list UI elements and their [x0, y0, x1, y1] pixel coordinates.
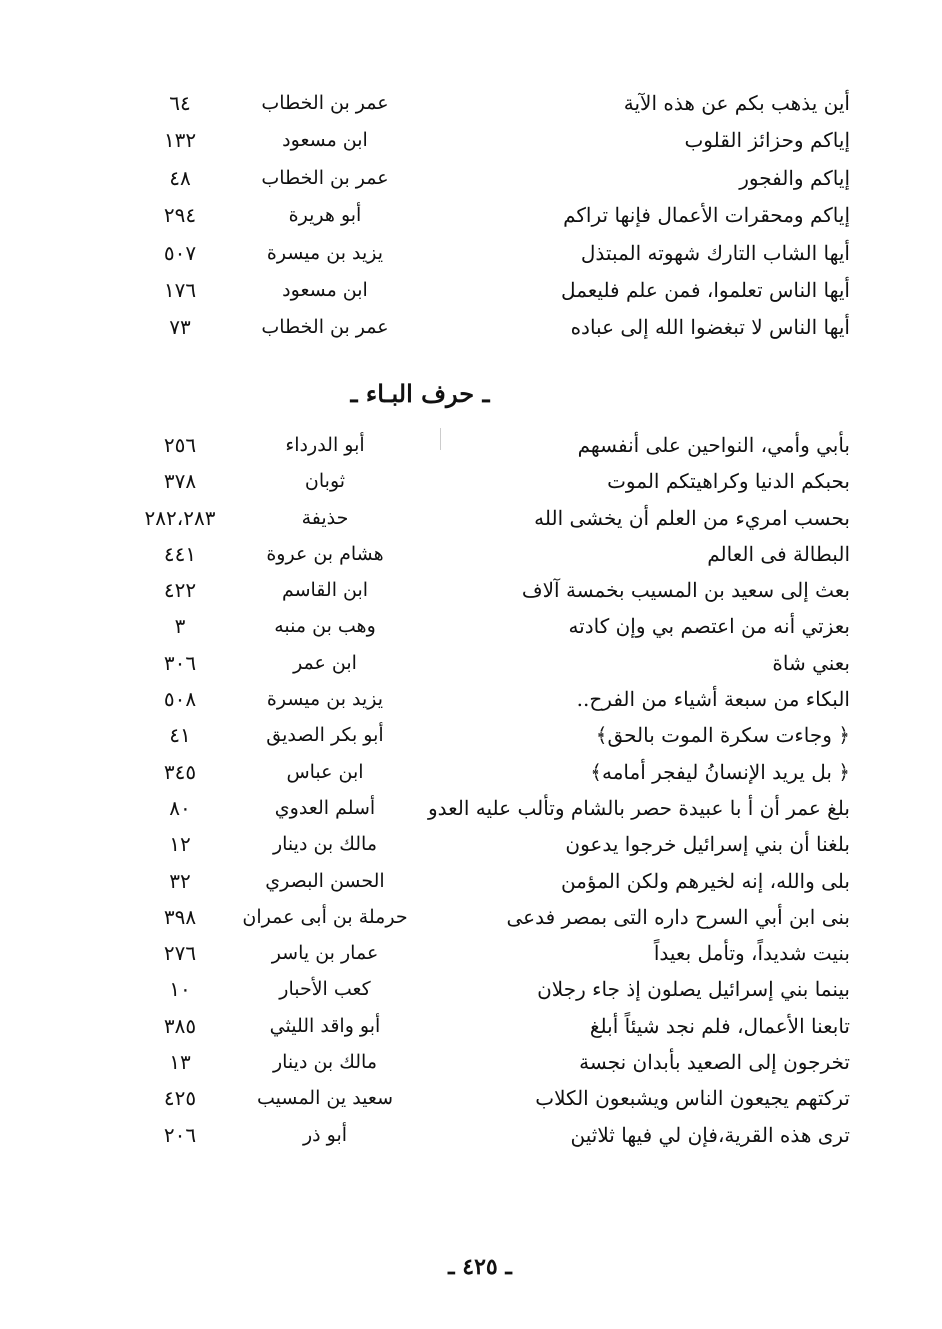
- index-narrator: حذيفة: [301, 506, 349, 529]
- index-row: [130, 503, 850, 539]
- index-page-ref: ٢٥٦: [163, 433, 197, 457]
- index-phrase: بحسب امريء من العلم أن يخشى الله: [534, 505, 850, 530]
- index-narrator: أبو هريرة: [288, 204, 362, 227]
- index-page-ref: ٦٤: [169, 91, 191, 115]
- index-page-ref: ٣٨٥: [163, 1013, 197, 1038]
- index-row: [130, 1047, 850, 1083]
- index-page-ref: ١٢: [169, 832, 191, 857]
- index-page-ref: ٤٤١: [163, 541, 197, 566]
- index-page-ref: ٢٠٦: [163, 1122, 197, 1147]
- index-page-ref: ٣٠٦: [163, 650, 197, 675]
- index-narrator: حرملة بن أبى عمران: [242, 905, 408, 928]
- index-narrator: مالك بن دينار: [272, 1051, 378, 1074]
- index-page-ref: ٤٢٢: [163, 578, 197, 603]
- index-page-ref: ٥٠٧: [163, 240, 197, 265]
- index-narrator: عمر بن الخطاب: [261, 166, 389, 189]
- index-narrator: مالك بن دينار: [272, 833, 378, 856]
- index-phrase: أيها الشاب التارك شهوته المبتذل: [580, 240, 850, 265]
- index-phrase: ﴿ بل يريد الإنسانُ ليفجر أمامه﴾: [590, 759, 850, 784]
- index-row: [130, 200, 850, 237]
- index-row: [130, 611, 850, 647]
- index-page-ref: ٢٩٤: [163, 203, 197, 228]
- section-heading: ـ حرف البـاء ـ: [350, 379, 490, 408]
- index-phrase: إياكم وحزائز القلوب: [684, 128, 850, 153]
- index-page-ref: ٣٧٨: [163, 469, 197, 494]
- index-row: [130, 793, 850, 829]
- index-page-ref: ٣٢: [169, 868, 191, 893]
- index-row: [130, 720, 850, 756]
- index-row: [130, 1083, 850, 1119]
- index-page-ref: ١٣: [169, 1050, 191, 1075]
- index-row: [130, 312, 850, 349]
- index-narrator: الحسن البصري: [265, 869, 385, 892]
- index-narrator: ابن مسعود: [282, 278, 368, 301]
- index-phrase: البطالة فى العالم: [707, 541, 850, 566]
- index-page-ref: ٤٨: [169, 165, 191, 190]
- index-page-ref: ٥٠٨: [163, 687, 197, 712]
- index-row: [130, 757, 850, 793]
- index-row: [130, 1120, 850, 1156]
- index-phrase: بنيت شديداً، وتأمل بعيداً: [653, 941, 850, 966]
- index-phrase: ﴿ وجاءت سكرة الموت بالحق﴾: [595, 723, 850, 748]
- index-narrator: عمر بن الخطاب: [261, 92, 389, 114]
- page-number: ـ ٤٢٥ ـ: [448, 1254, 512, 1280]
- index-row: [130, 866, 850, 902]
- index-phrase: تركتهم يجيعون الناس ويشبعون الكلاب: [535, 1086, 850, 1111]
- index-page-ref: ٣٩٨: [163, 904, 197, 929]
- index-phrase: ترى هذه القرية،فإن لي فيها ثلاثين: [570, 1122, 850, 1147]
- index-page-ref: ٧٣: [169, 315, 191, 340]
- index-row: [130, 430, 850, 466]
- index-page-ref: ٤٢٥: [163, 1086, 197, 1111]
- index-narrator: يزيد بن ميسرة: [266, 688, 384, 711]
- index-narrator: أبو الدرداء: [285, 434, 365, 456]
- index-page-ref: ٤١: [169, 723, 191, 748]
- index-narrator: ابن عمر: [293, 651, 357, 674]
- index-narrator: كعب الأحبار: [279, 978, 371, 1001]
- index-phrase: بلغنا أن بني إسرائيل خرجوا يدعون: [565, 832, 850, 857]
- index-narrator: ابن مسعود: [282, 129, 368, 152]
- index-row: [130, 539, 850, 575]
- index-row: [130, 238, 850, 275]
- index-phrase: بعث إلى سعيد بن المسيب بخمسة آلاف: [521, 578, 850, 603]
- index-narrator: أبو واقد الليثي: [269, 1014, 381, 1037]
- index-row: [130, 902, 850, 938]
- index-row: [130, 1011, 850, 1047]
- index-narrator: ابن القاسم: [281, 579, 369, 602]
- index-section-b: [130, 430, 850, 1156]
- index-narrator: ابن عباس: [286, 760, 364, 783]
- index-narrator: أسلم العدوي: [274, 796, 376, 819]
- index-page-ref: ٣: [174, 614, 186, 639]
- index-phrase: بعزتي أنه من اعتصم بي وإن كادته: [568, 614, 850, 639]
- index-row: [130, 125, 850, 162]
- index-page-ref: ٢٧٦: [163, 941, 197, 966]
- index-page-ref: ٢٨٢،٢٨٣: [144, 505, 216, 530]
- index-row: [130, 163, 850, 200]
- index-phrase: أين يذهب بكم عن هذه الآية: [623, 91, 850, 115]
- index-phrase: بلى والله، إنه لخيرهم ولكن المؤمن: [560, 868, 850, 893]
- index-narrator: سعيد ين المسيب: [256, 1087, 393, 1110]
- index-row: [130, 575, 850, 611]
- index-row: [130, 974, 850, 1010]
- index-phrase: البكاء من سبعة أشياء من الفرح..: [576, 687, 850, 712]
- index-page-ref: ٣٤٥: [163, 759, 197, 784]
- index-section-a: [130, 88, 850, 350]
- index-row: [130, 648, 850, 684]
- index-row: [130, 88, 850, 125]
- index-narrator: عمر بن الخطاب: [261, 316, 389, 339]
- index-row: [130, 938, 850, 974]
- index-narrator: أبو ذر: [302, 1123, 348, 1146]
- index-row: [130, 829, 850, 865]
- index-phrase: تخرجون إلى الصعيد بأبدان نجسة: [579, 1050, 850, 1075]
- index-page-ref: ١٠: [169, 977, 191, 1002]
- index-row: [130, 275, 850, 312]
- index-phrase: بأبي وأمي، النواحين على أنفسهم: [577, 433, 850, 457]
- index-page-ref: ٨٠: [169, 795, 191, 820]
- index-phrase: إياكم ومحقرات الأعمال فإنها تراكم: [563, 203, 850, 228]
- index-phrase: إياكم والفجور: [739, 165, 850, 190]
- index-phrase: بعني شاة: [772, 650, 850, 675]
- index-row: [130, 466, 850, 502]
- index-narrator: وهب بن منبه: [274, 615, 376, 638]
- index-narrator: هشام بن عروة: [266, 542, 384, 565]
- index-page-ref: ١٧٦: [163, 277, 197, 302]
- index-phrase: تابعنا الأعمال، فلم نجد شيئاً أبلغ: [589, 1013, 850, 1038]
- index-phrase: بنى ابن أبي السرح داره التى بمصر فدعى: [506, 904, 850, 929]
- index-narrator: أبو بكر الصديق: [266, 724, 384, 747]
- index-page-ref: ١٣٢: [163, 128, 197, 153]
- index-phrase: أيها الناس لا تبغضوا الله إلى عباده: [570, 315, 850, 340]
- index-row: [130, 684, 850, 720]
- index-narrator: ثوبان: [304, 470, 346, 493]
- index-narrator: يزيد بن ميسرة: [266, 241, 384, 264]
- index-phrase: بينما بني إسرائيل يصلون إذ جاء رجلان: [537, 977, 850, 1002]
- index-phrase: بلغ عمر أن أ با عبيدة حصر بالشام وتألب عليه العدو: [427, 795, 850, 820]
- index-phrase: أيها الناس تعلموا، فمن علم فليعمل: [561, 277, 850, 302]
- index-phrase: بحبكم الدنيا وكراهيتكم الموت: [607, 469, 850, 494]
- index-narrator: عمار بن ياسر: [271, 942, 379, 965]
